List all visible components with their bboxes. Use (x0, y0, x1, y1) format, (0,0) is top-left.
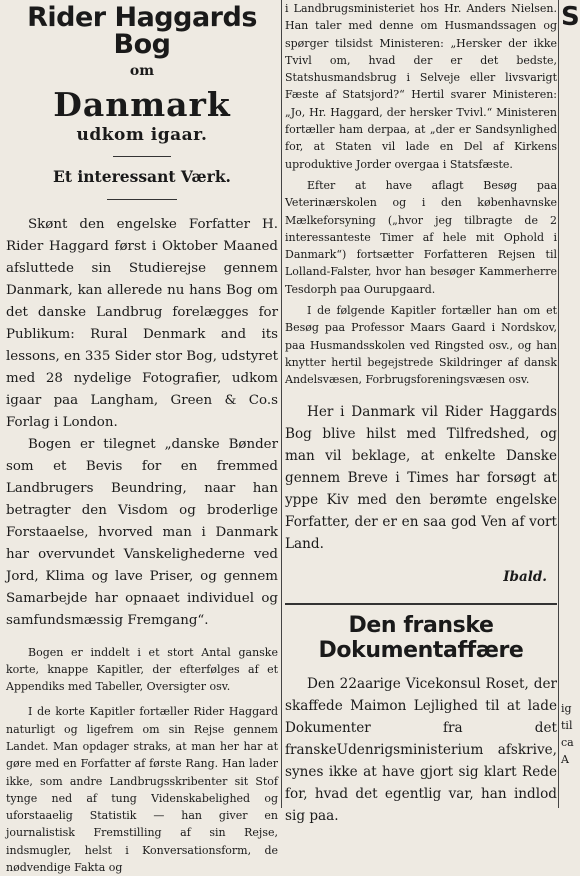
text-fragment: A (561, 753, 569, 766)
paragraph: Bogen er inddelt i et stort Antal ganske korte, knappe Kapitler, der efterfølges af et Appendiks med Tabeller, Oversigter osv. (6, 645, 278, 694)
paragraph: Den 22aarige Vicekonsul Roset, der skaffede Maimon Lejlighed til at lade Dokumenter fra det franskeUdenrigsministerium afskrive, synes ikke at have gjort sig klart Rede for, hvad det egentlig var, han indlod sig paa. (285, 675, 557, 824)
paragraph: I de korte Kapitler fortæller Rider Haggard naturligt og ligefrem om sin Rejse gennem Landet. Man opdager straks, at man her har at gøre med en Forfatter af første Rang. Han lader ikke, som andre Landbrugsskribenter sit Stof tynge ned af tung Videnskabelighed og uforstaaelig Statistik — han giver en journalistisk Fremstilling af sin Rejse, indsmugler, helst i Konversationsform, de nødvendige Fakta og (6, 705, 278, 875)
signature: Ibald. (503, 568, 547, 585)
column-divider (281, 0, 282, 808)
paragraph: Efter at have aflagt Besøg paa Veterinærskolen og i den københavnske Mælkeforsyning („hvor jeg tilbragte de 2 interessanteste Timer af hele mit Ophold i Danmark“) fortsætter Forfatteren Rejsen til Lolland-Falster, hvor han besøger Kammerherre Tesdorph paa Ourupgaard. (285, 178, 557, 296)
text-fragment: ca (561, 736, 574, 749)
subheadline: Et interessant Værk. (53, 167, 231, 186)
paragraph: Bogen er tilegnet „danske Bønder som et Bevis for en fremmed Landbrugers Beundring, naar han betragter den Visdom og broderlige Forstaaelse, hvorved man i Danmark har overvundet Vanskelighederne ved Jord, Klima og lave Priser, og gennem Samarbejde har opnaaet individuel og samfundsmæssig Fremgang“. (6, 436, 278, 628)
headline: Rider Haggards Bog (27, 2, 257, 60)
headline: Den franske Dokumentaffære (318, 612, 524, 663)
headline-om: om (129, 63, 155, 79)
section-rule (285, 603, 557, 605)
text-fragment: til (561, 719, 573, 732)
paragraph: Her i Danmark vil Rider Haggards Bog blive hilst med Tilfredshed, og man vil beklage, at enkelte Danske gennem Breve i Times har forsøgt at yppe Kiv med den berømte engelske Forfatter, der er en saa god Ven af vort Land. (285, 403, 557, 552)
right-edge-column (561, 0, 580, 768)
middle-column (285, 0, 557, 827)
paragraph: I de følgende Kapitler fortæller han om et Besøg paa Professor Maars Gaard i Nordskov, paa Husmandsskolen ved Ringsted osv., og han knytter hertil begejstrede Skildringer af dansk Andelsvæsen, Forbrugsforeningsvæsen osv. (285, 304, 557, 387)
column-divider (558, 0, 559, 808)
text-fragment: ig (561, 702, 572, 715)
headline-country: Danmark (53, 85, 231, 124)
headline-fragment: S (561, 2, 580, 32)
left-column (6, 0, 278, 876)
paragraph: i Landbrugsministeriet hos Hr. Anders Nielsen. Han taler med denne om Husmandssagen og spørger tilsidst Ministeren: „Hersker der ikke Tvivl om, hvad der er det bedste, Statshusmandsbrug i Selveje eller livsvarigt Fæste af Statsjord?“ Hertil svarer Ministeren: „Jo, Hr. Haggard, der hersker Tvivl.“ Ministeren fortæller ham derpaa, at „der er Sandsynlighed for, at Staten vil lade en Del af Kirkens uproduktive Jorder overgaa i Statsfæste. (285, 2, 557, 171)
headline-published: udkom igaar. (76, 125, 208, 145)
divider (113, 156, 171, 157)
paragraph: Skønt den engelske Forfatter H. Rider Haggard først i Oktober Maaned afsluttede sin Studierejse gennem Danmark, kan allerede nu hans Bog om det danske Landbrug forelægges for Publikum: Rural Denmark and its lessons, en 335 Sider stor Bog, udstyret med 28 nydelige Fotografier, udkom igaar paa Langham, Green & Co.s Forlag i London. (6, 216, 278, 430)
